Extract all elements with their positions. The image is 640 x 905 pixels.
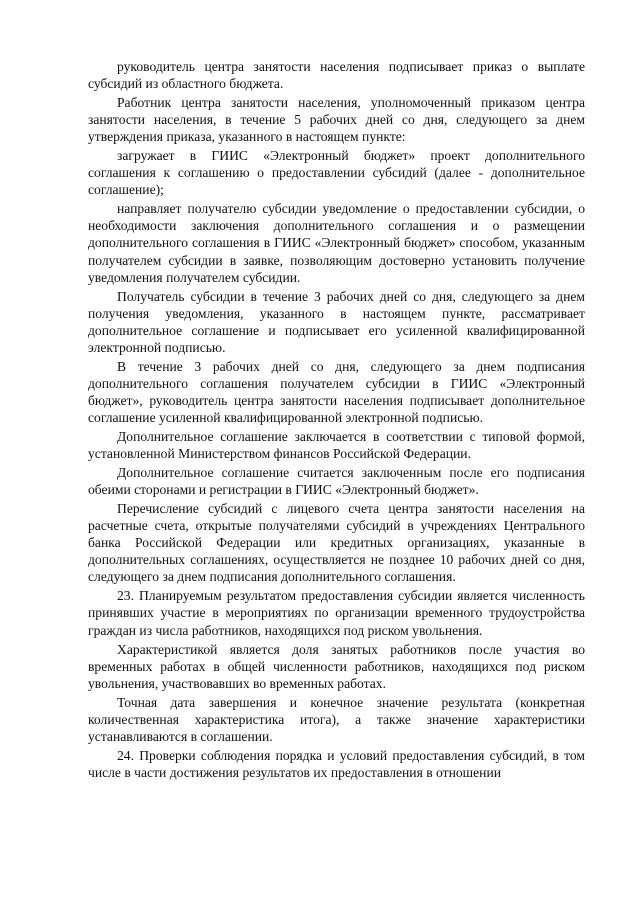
paragraph-6: В течение 3 рабочих дней со дня, следующего за днем подписания дополнительного соглашения получателем субсидии в ГИИС «Электронный бюджет», руководитель центра занятости населения подписывает дополнительное соглашение усиленной квалифицированной электронной подписью. (88, 358, 585, 425)
paragraph-13: 24. Проверки соблюдения порядка и условий предоставления субсидий, в том числе в части достижения результатов их предоставления в отношении (88, 747, 585, 780)
paragraph-2: Работник центра занятости населения, уполномоченный приказом центра занятости населения, в течение 5 рабочих дней со дня, следующего за днем утверждения приказа, указанного в настоящем пункте: (88, 95, 585, 145)
paragraph-1: руководитель центра занятости населения подписывает приказ о выплате субсидий из областного бюджета. (88, 59, 585, 92)
paragraph-3: загружает в ГИИС «Электронный бюджет» проект дополнительного соглашения к соглашению о предоставлении субсидий (далее - дополнительное соглашение); (88, 148, 585, 198)
paragraph-9: Перечисление субсидий с лицевого счета центра занятости населения на расчетные счета, открытые получателями субсидий в учреждениях Центрального банка Российской Федерации или кредитных организациях, указанные в дополнительных соглашениях, осуществляется не позднее 10 рабочих дней со дня, следующего за днем подписания дополнительного соглашения. (88, 501, 585, 585)
paragraph-4: направляет получателю субсидии уведомление о предоставлении субсидии, о необходимости заключения дополнительного соглашения и о размещении дополнительного соглашения в ГИИС «Электронный бюджет» способом, указанным получателем субсидии в заявке, позволяющим достоверно установить получение уведомления получателем субсидии. (88, 201, 585, 285)
paragraph-12: Точная дата завершения и конечное значение результата (конкретная количественная характеристика итога), а также значение характеристики устанавливаются в соглашении. (88, 694, 585, 744)
paragraph-5: Получатель субсидии в течение 3 рабочих дней со дня, следующего за днем получения уведомления, указанного в настоящем пункте, рассматривает дополнительное соглашение и подписывает его усиленной квалифицированной электронной подписью. (88, 288, 585, 355)
paragraph-8: Дополнительное соглашение считается заключенным после его подписания обеими сторонами и регистрации в ГИИС «Электронный бюджет». (88, 465, 585, 498)
paragraph-11: Характеристикой является доля занятых работников после участия во временных работах в общей численности работников, находящихся под риском увольнения, участвовавших во временных работах. (88, 641, 585, 691)
paragraph-10: 23. Планируемым результатом предоставления субсидии является численность принявших участие в мероприятиях по организации временного трудоустройства граждан из числа работников, находящихся под риском увольнения. (88, 588, 585, 638)
document-body (88, 58, 585, 783)
paragraph-7: Дополнительное соглашение заключается в соответствии с типовой формой, установленной Министерством финансов Российской Федерации. (88, 428, 585, 462)
